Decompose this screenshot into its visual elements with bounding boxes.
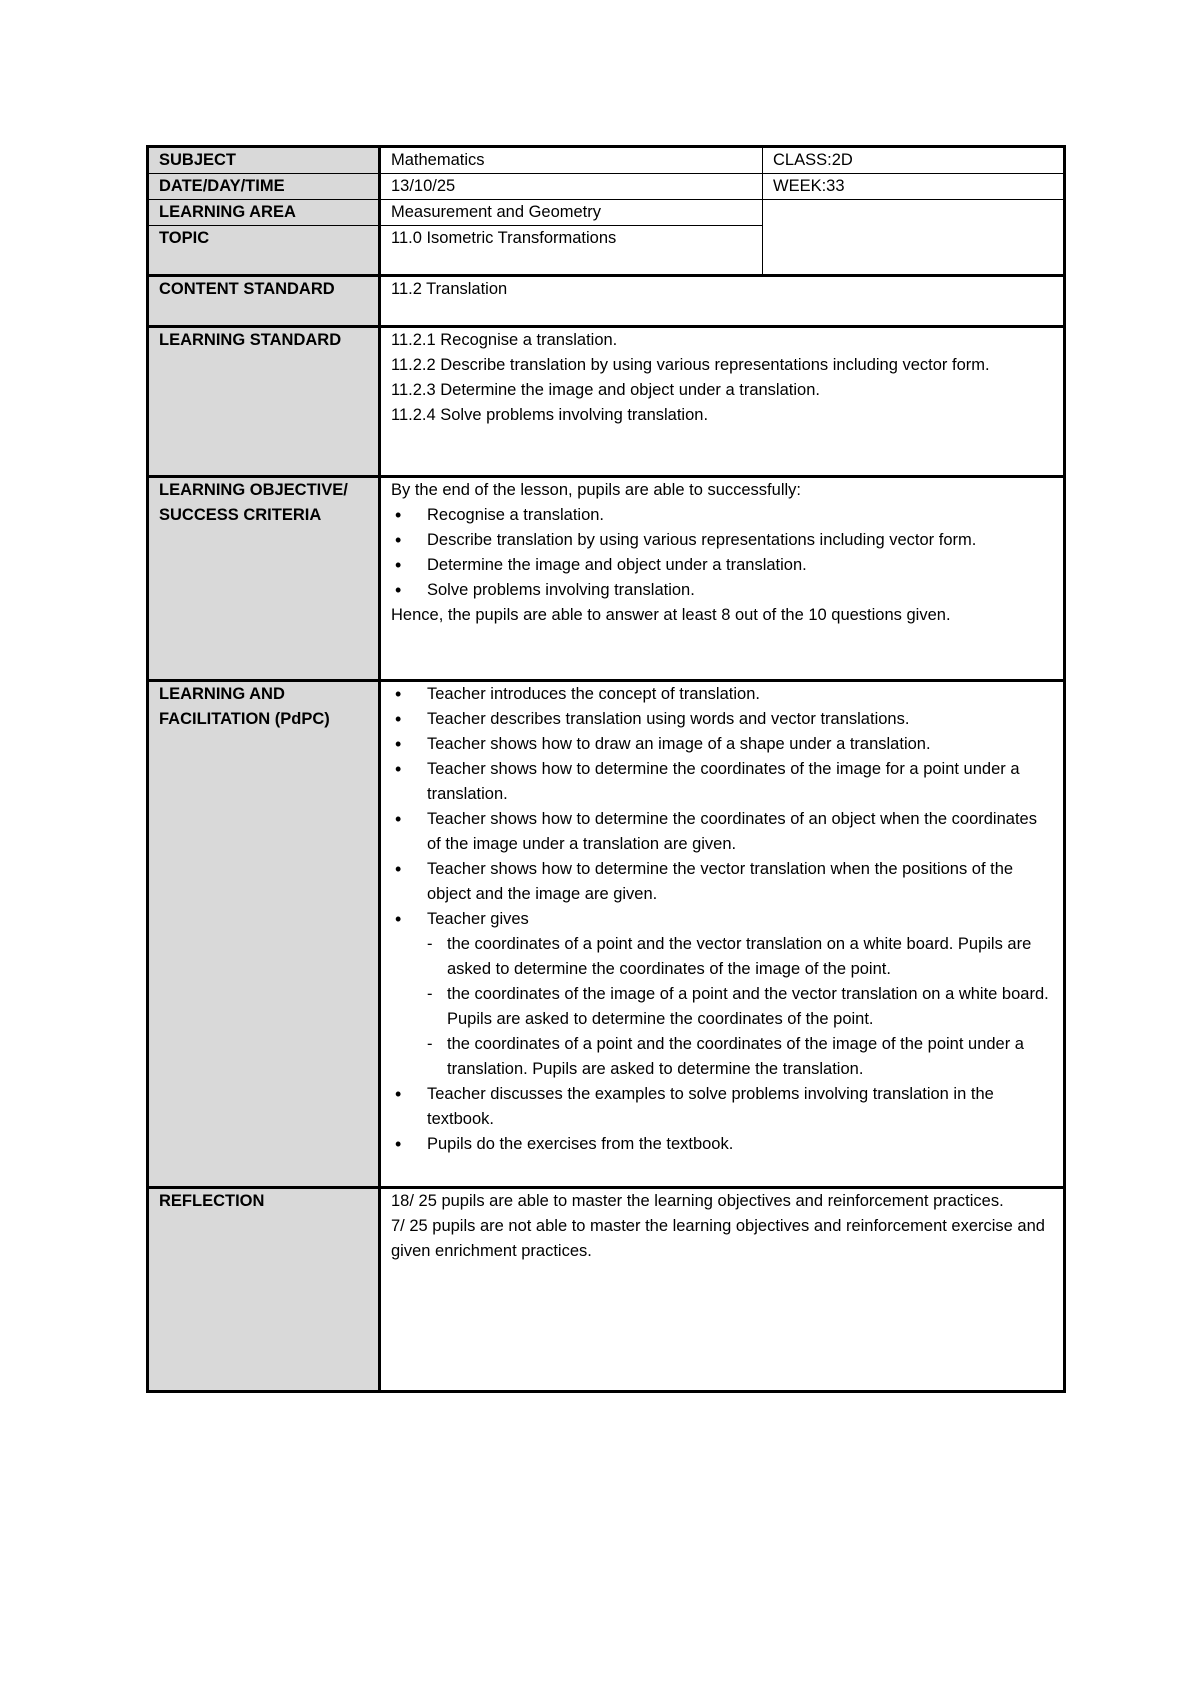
objectives-label <box>148 477 380 681</box>
objectives-label-line: SUCCESS CRITERIA <box>159 506 322 524</box>
reflection-label: REFLECTION <box>148 1188 380 1392</box>
objective-item: • Describe translation by using various representations including vector form. <box>391 528 1053 553</box>
objective-item: • Recognise a translation. <box>391 503 1053 528</box>
facilitation-item: • Teacher shows how to determine the vector translation when the positions of the object and the image are given. <box>391 857 1053 907</box>
week-value: WEEK:33 <box>763 174 1065 200</box>
subject-label: SUBJECT <box>148 147 380 174</box>
teacher-gives-sublist <box>427 932 1053 1082</box>
empty-header-cell <box>763 200 1065 276</box>
facilitation-item: • Teacher discusses the examples to solve problems involving translation in the textbook. <box>391 1082 1053 1132</box>
teacher-gives-sub-item: - the coordinates of a point and the vector translation on a white board. Pupils are asked to determine the coordinates of the image of the point. <box>427 932 1053 982</box>
subject-value: Mathematics <box>380 147 763 174</box>
facilitation-item-teacher-gives <box>391 907 1053 1082</box>
objectives-row <box>148 477 1065 681</box>
facilitation-list <box>391 682 1053 1157</box>
teacher-gives-label: • Teacher gives <box>427 910 529 928</box>
reflection-cell <box>380 1188 1065 1392</box>
objective-item: • Determine the image and object under a translation. <box>391 553 1053 578</box>
learning-standard-item: 11.2.4 Solve problems involving translation. <box>391 406 709 424</box>
facilitation-item: • Teacher shows how to determine the coordinates of the image for a point under a translation. <box>391 757 1053 807</box>
date-row <box>148 174 1065 200</box>
learning-standard-label: LEARNING STANDARD <box>148 327 380 477</box>
facilitation-label-line: LEARNING AND <box>159 685 285 703</box>
class-value: CLASS:2D <box>763 147 1065 174</box>
facilitation-item: • Teacher shows how to draw an image of a shape under a translation. <box>391 732 1053 757</box>
facilitation-label-line: FACILITATION (PdPC) <box>159 710 330 728</box>
facilitation-item: • Teacher introduces the concept of translation. <box>391 682 1053 707</box>
content-standard-value: 11.2 Translation <box>380 276 1065 327</box>
subject-row <box>148 147 1065 174</box>
facilitation-item: • Teacher shows how to determine the coordinates of an object when the coordinates of the image under a translation are given. <box>391 807 1053 857</box>
learning-area-value: Measurement and Geometry <box>380 200 763 226</box>
reflection-paragraph: 7/ 25 pupils are not able to master the learning objectives and reinforcement exercise and given enrichment practices. <box>391 1217 1045 1260</box>
learning-area-label: LEARNING AREA <box>148 200 380 226</box>
date-value: 13/10/25 <box>380 174 763 200</box>
teacher-gives-sub-item: - the coordinates of the image of a point and the vector translation on a white board. Pupils are asked to determine the coordinates of the point. <box>427 982 1053 1032</box>
objectives-intro: By the end of the lesson, pupils are able to successfully: <box>391 481 801 499</box>
facilitation-cell <box>380 681 1065 1188</box>
learning-standard-item: 11.2.2 Describe translation by using various representations including vector form. <box>391 356 990 374</box>
facilitation-item: • Pupils do the exercises from the textbook. <box>391 1132 1053 1157</box>
date-label: DATE/DAY/TIME <box>148 174 380 200</box>
learning-area-row <box>148 200 1065 226</box>
objectives-conclusion: Hence, the pupils are able to answer at least 8 out of the 10 questions given. <box>391 606 951 624</box>
reflection-row <box>148 1188 1065 1392</box>
content-standard-row <box>148 276 1065 327</box>
topic-value: 11.0 Isometric Transformations <box>380 226 763 276</box>
learning-standard-item: 11.2.1 Recognise a translation. <box>391 331 618 349</box>
objectives-label-line: LEARNING OBJECTIVE/ <box>159 481 348 499</box>
topic-label: TOPIC <box>148 226 380 276</box>
lesson-plan-table <box>146 145 1066 1393</box>
learning-standard-row <box>148 327 1065 477</box>
objective-item: • Solve problems involving translation. <box>391 578 1053 603</box>
facilitation-item: • Teacher describes translation using words and vector translations. <box>391 707 1053 732</box>
facilitation-label <box>148 681 380 1188</box>
content-standard-label: CONTENT STANDARD <box>148 276 380 327</box>
teacher-gives-sub-item: - the coordinates of a point and the coordinates of the image of the point under a translation. Pupils are asked to determine the translation. <box>427 1032 1053 1082</box>
reflection-paragraph: 18/ 25 pupils are able to master the learning objectives and reinforcement practices. <box>391 1192 1004 1210</box>
learning-standard-cell <box>380 327 1065 477</box>
facilitation-row <box>148 681 1065 1188</box>
learning-standard-item: 11.2.3 Determine the image and object under a translation. <box>391 381 820 399</box>
objectives-cell <box>380 477 1065 681</box>
objectives-list <box>391 503 1053 603</box>
